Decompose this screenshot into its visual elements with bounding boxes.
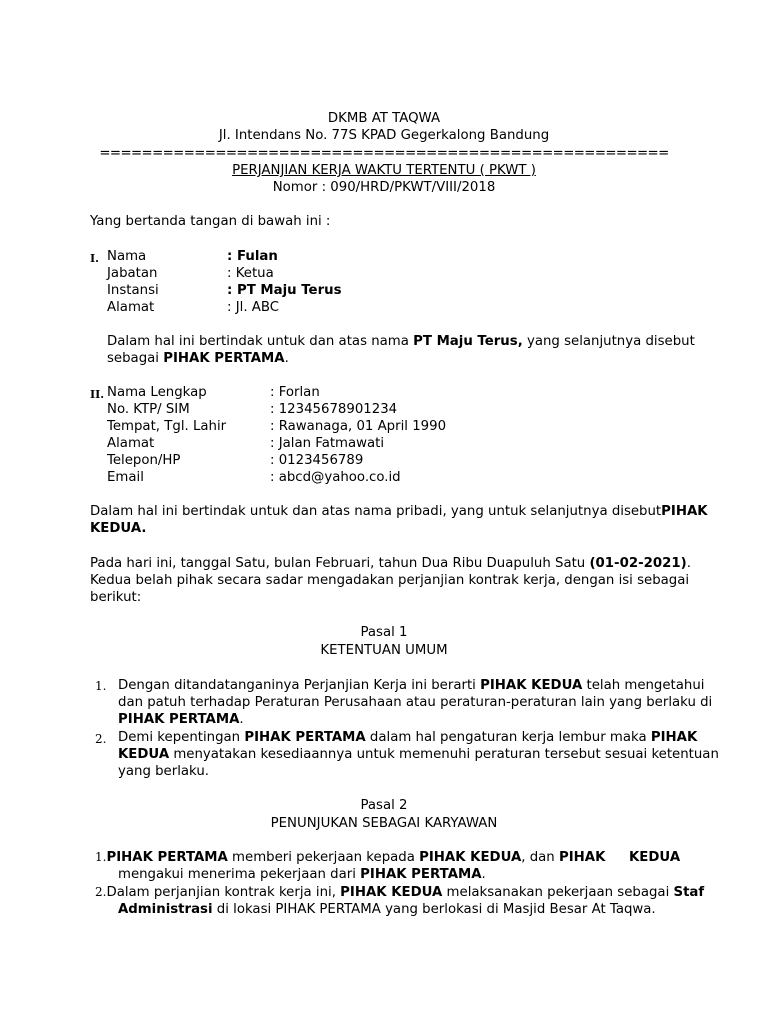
party2-value-email: : abcd@yahoo.co.id	[270, 470, 401, 485]
party2-value-idcard: : 12345678901234	[270, 402, 398, 417]
party1-value-address: : Jl. ABC	[227, 300, 280, 315]
pasal1-item1-number: 1.	[95, 679, 107, 693]
party1-label-position: Jabatan	[107, 266, 158, 281]
party2-label-fullname: Nama Lengkap	[107, 385, 207, 400]
party1-numeral: I.	[90, 252, 99, 265]
pasal1-item2-number: 2.	[95, 732, 107, 746]
agreement-date: (01-02-2021)	[589, 556, 687, 571]
document-title: PERJANJIAN KERJA WAKTU TERTENTU ( PKWT )	[232, 163, 536, 178]
party2-value-address: : Jalan Fatmawati	[270, 436, 385, 451]
party2-desc-line1: Dalam hal ini bertindak untuk dan atas nama pribadi, yang untuk selanjutnya disebut PIHAK	[90, 504, 708, 519]
party2-label-address: Alamat	[107, 436, 155, 451]
pasal1-title: Pasal 1	[360, 625, 408, 640]
party2-label-email: Email	[107, 470, 144, 485]
pasal1-item2-line1: Demi kepentingan PIHAK PERTAMA dalam hal pengaturan kerja lembur maka PIHAK	[118, 730, 698, 745]
pasal1-item1-line2: dan patuh terhadap Peraturan Perusahaan atau peraturan-peraturan lain yang berlaku di	[118, 695, 713, 710]
party2-label-phone: Telepon/HP	[107, 453, 181, 468]
party2-role-part2: KEDUA.	[90, 521, 147, 536]
party2-value-phone: : 0123456789	[270, 453, 364, 468]
party1-company: PT Maju Terus,	[413, 334, 523, 349]
party1-role: PIHAK PERTAMA	[163, 351, 285, 366]
pasal1-item2-line3: yang berlaku.	[118, 764, 209, 779]
pasal1-item2-line2: KEDUA menyatakan kesediaannya untuk memenuhi peraturan tersebut sesuai ketentuan	[118, 747, 719, 762]
intro-text: Yang bertanda tangan di bawah ini :	[90, 214, 331, 229]
party1-value-institution: : PT Maju Terus	[227, 283, 342, 298]
pasal2-title: Pasal 2	[360, 798, 408, 813]
pasal2-subtitle: PENUNJUKAN SEBAGAI KARYAWAN	[270, 816, 498, 831]
pasal1-item1-line1: Dengan ditandatanganinya Perjanjian Kerja ini berarti PIHAK KEDUA telah mengetahui	[118, 678, 705, 693]
party1-label-institution: Instansi	[107, 283, 159, 298]
pasal2-item2-line2: Administrasi di lokasi PIHAK PERTAMA yang berlokasi di Masjid Besar At Taqwa.	[118, 902, 656, 917]
party1-desc-line1: Dalam hal ini bertindak untuk dan atas nama PT Maju Terus, yang selanjutnya disebut	[107, 334, 695, 349]
org-address: Jl. Intendans No. 77S KPAD Gegerkalong Bandung	[218, 128, 550, 143]
party1-value-position: : Ketua	[227, 266, 274, 281]
org-name: DKMB AT TAQWA	[327, 111, 441, 126]
party1-label-name: Nama	[107, 249, 147, 264]
pasal2-item1-line1: 1.PIHAK PERTAMA memberi pekerjaan kepada PIHAK KEDUA, dan PIHAK	[95, 850, 606, 865]
pasal1-item1-line3: PIHAK PERTAMA.	[118, 712, 244, 727]
party2-label-idcard: No. KTP/ SIM	[107, 402, 190, 417]
party2-role-part1: PIHAK	[661, 504, 708, 519]
pasal2-item1-kedua: KEDUA	[629, 850, 681, 865]
date-line2: Kedua belah pihak secara sadar mengadakan perjanjian kontrak kerja, dengan isi sebagai	[90, 573, 690, 588]
party1-value-name: : Fulan	[227, 249, 278, 264]
party1-label-address: Alamat	[107, 300, 155, 315]
header-separator: ======================================================	[99, 146, 669, 161]
party1-desc-line2: sebagai PIHAK PERTAMA.	[107, 351, 289, 366]
party2-label-birth: Tempat, Tgl. Lahir	[107, 419, 227, 434]
document-number: Nomor : 090/HRD/PKWT/VIII/2018	[272, 180, 496, 195]
pasal2-item1-line2: mengakui menerima pekerjaan dari PIHAK PERTAMA.	[118, 867, 486, 882]
party2-value-fullname: : Forlan	[270, 385, 320, 400]
pasal2-item2-line1: 2.Dalam perjanjian kontrak kerja ini, PIHAK KEDUA melaksanakan pekerjaan sebagai Staf	[95, 885, 705, 900]
date-line1: Pada hari ini, tanggal Satu, bulan Februari, tahun Dua Ribu Duapuluh Satu (01-02-2021).	[90, 556, 691, 571]
party2-numeral: II.	[90, 388, 105, 401]
date-line3: berikut:	[90, 590, 142, 605]
pasal1-subtitle: KETENTUAN UMUM	[320, 643, 448, 658]
party2-value-birth: : Rawanaga, 01 April 1990	[270, 419, 447, 434]
